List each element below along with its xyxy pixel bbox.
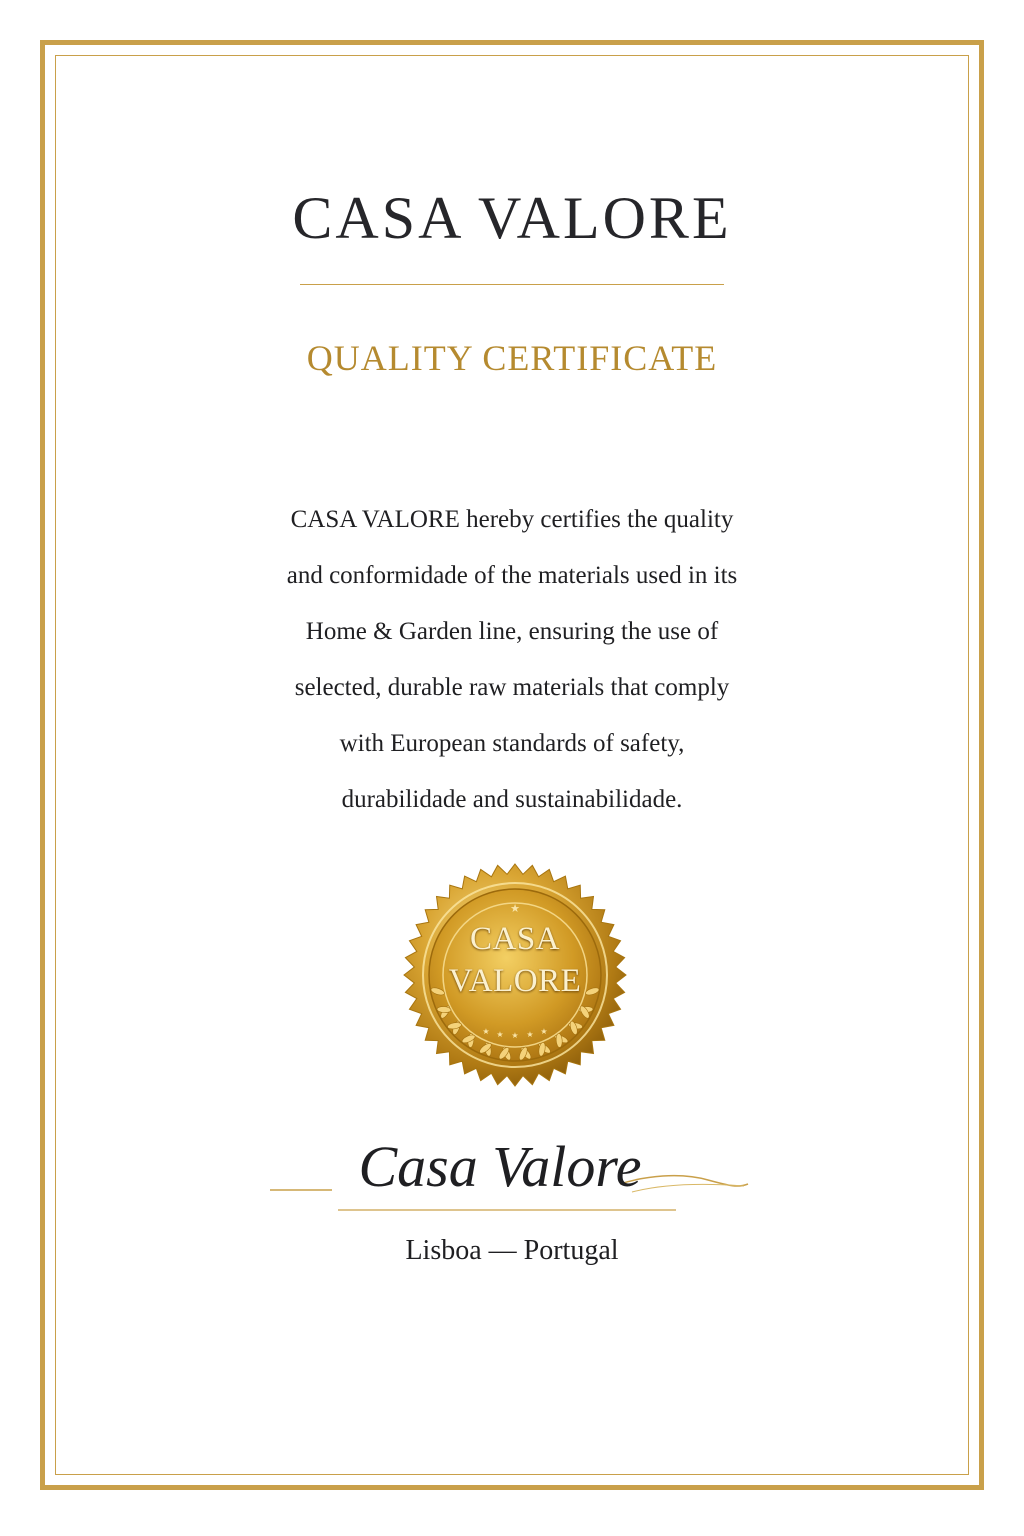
signature-text: Casa Valore bbox=[358, 1134, 642, 1199]
body-line: with European standards of safety, bbox=[339, 730, 685, 757]
body-line: selected, durable raw materials that comply bbox=[294, 674, 730, 701]
svg-text:★: ★ bbox=[526, 1030, 534, 1039]
signature bbox=[260, 1106, 760, 1224]
svg-text:★: ★ bbox=[540, 1027, 548, 1036]
location: Lisboa — Portugal bbox=[405, 1235, 619, 1266]
certificate-body bbox=[150, 500, 874, 836]
title-divider bbox=[300, 284, 724, 285]
body-line: and conformidade of the materials used in its bbox=[286, 562, 738, 589]
body-line: durabilidade and sustainabilidade. bbox=[341, 786, 683, 813]
svg-text:★: ★ bbox=[511, 1031, 519, 1040]
svg-text:★: ★ bbox=[496, 1030, 504, 1039]
brand-title: CASA VALORE bbox=[292, 185, 732, 251]
body-line: Home & Garden line, ensuring the use of bbox=[305, 618, 719, 645]
seal-line-valore: VALORE bbox=[448, 963, 582, 999]
seal-line-casa: CASA bbox=[469, 921, 561, 957]
seal-text bbox=[402, 918, 628, 1002]
svg-text:★: ★ bbox=[510, 902, 520, 915]
certificate-title: QUALITY CERTIFICATE bbox=[306, 338, 718, 378]
svg-text:★: ★ bbox=[482, 1027, 490, 1036]
body-line: CASA VALORE hereby certifies the quality bbox=[290, 506, 734, 533]
